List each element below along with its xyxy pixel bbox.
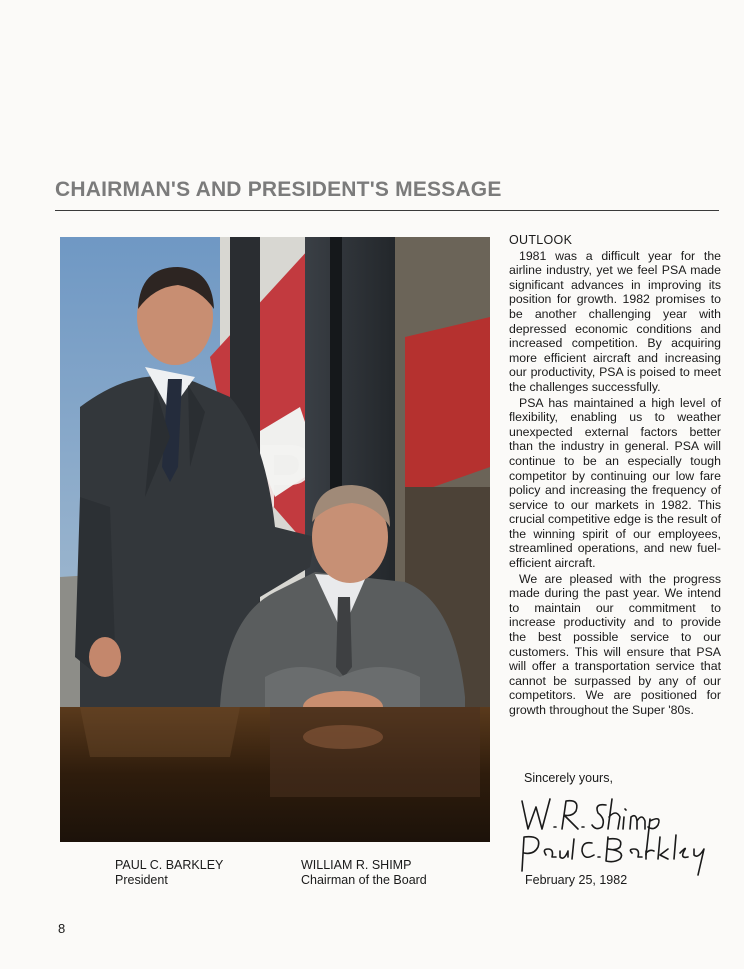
caption-chairman: [301, 858, 427, 887]
outlook-paragraph-2: PSA has maintained a high level of flexibility, enabling us to weather unexpected external factors better than the industry in general. PSA will continue to be an especially tough competitor by continuing our low fare policy and increasing the frequency of service to our markets in 1982. This crucial competitive edge is the result of the winning spirit of our employees, streamlined operations, and new fuel-efficient aircraft.: [509, 395, 721, 571]
executives-photo: [60, 237, 490, 842]
caption-name: WILLIAM R. SHIMP: [301, 858, 412, 872]
outlook-column: [509, 233, 721, 719]
letter-date: February 25, 1982: [525, 873, 628, 887]
page-heading: CHAIRMAN'S AND PRESIDENT'S MESSAGE: [55, 178, 502, 201]
page-number: 8: [58, 921, 66, 936]
caption-title: President: [115, 872, 168, 887]
caption-president: [115, 858, 223, 887]
caption-name: PAUL C. BARKLEY: [115, 858, 224, 872]
outlook-paragraph-1: 1981 was a difficult year for the airline industry, yet we feel PSA made significant advances in improving its position for growth. 1982 promises to be another challenging year with depressed economic conditions and increased competition. By acquiring more efficient aircraft and increasing our productivity, PSA is poised to meet the challenges successfully.: [509, 248, 721, 394]
section-label: OUTLOOK: [509, 233, 573, 247]
closing-line: Sincerely yours,: [524, 771, 613, 785]
handwritten-signatures: [516, 795, 716, 877]
outlook-paragraph-3: We are pleased with the progress made during the past year. We intend to maintain our commitment to increase productivity and to provide the best possible service to our customers. This will ensure that PSA will offer a transportation service that cannot be surpassed by any of our competitors. We are positioned for growth throughout the Super '80s.: [509, 571, 721, 717]
caption-title: Chairman of the Board: [301, 872, 427, 887]
heading-rule: [55, 210, 719, 211]
